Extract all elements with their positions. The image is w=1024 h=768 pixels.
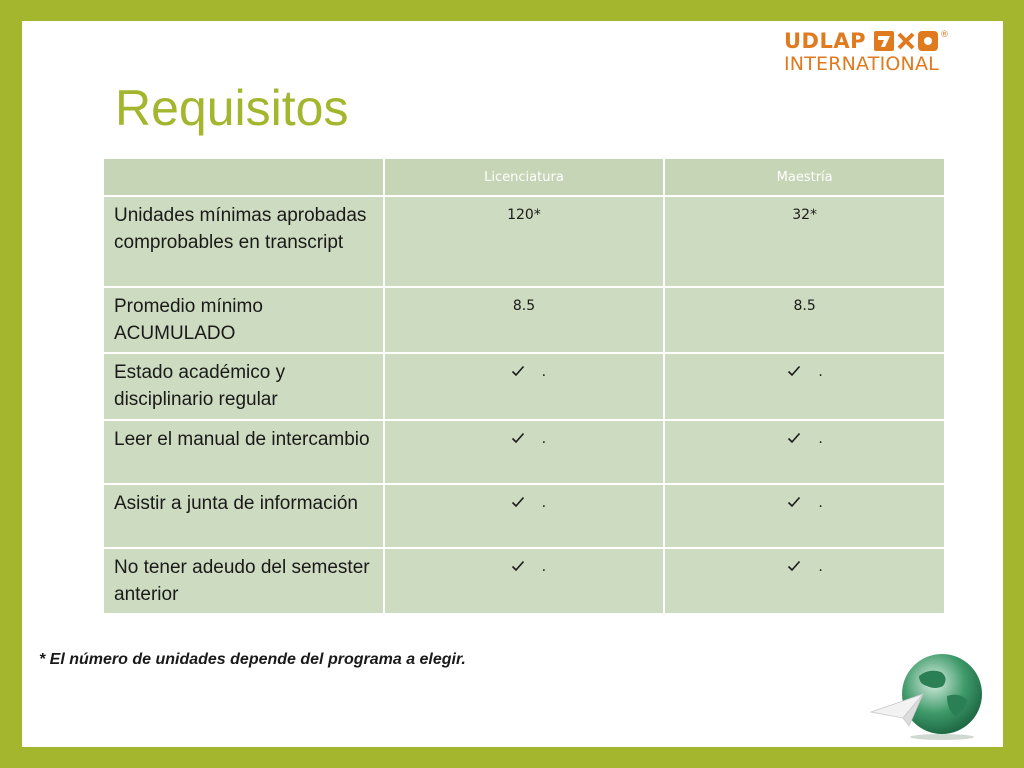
table-row	[104, 421, 944, 483]
maestria-check	[665, 549, 944, 613]
licenciatura-value: .	[541, 495, 547, 511]
header-empty	[104, 159, 383, 195]
check-icon	[787, 559, 801, 573]
header-maestria: Maestría	[665, 159, 944, 195]
table-row	[104, 288, 944, 352]
maestria-value: 8.5	[665, 288, 944, 352]
requirement-label: Estado académico y disciplinario regular	[104, 354, 383, 419]
requirement-label: Unidades mínimas aprobadas comprobables en transcript	[104, 197, 383, 286]
maestria-value: .	[818, 431, 823, 447]
maestria-check	[665, 485, 944, 547]
table-row	[104, 354, 944, 419]
check-icon	[511, 431, 525, 445]
licenciatura-value: .	[541, 364, 547, 380]
licenciatura-check	[385, 354, 664, 419]
maestria-value: .	[818, 364, 823, 380]
check-icon	[787, 495, 801, 509]
footnote: * El número de unidades depende del programa a elegir.	[39, 651, 466, 668]
logo-marks	[874, 31, 938, 51]
page-title: Requisitos	[115, 80, 349, 136]
logo-mark-icon	[918, 31, 938, 51]
requirement-label: Leer el manual de intercambio	[104, 421, 383, 483]
licenciatura-value: .	[541, 559, 547, 575]
maestria-check	[665, 421, 944, 483]
registered-mark: ®	[940, 30, 950, 40]
header-licenciatura: Licenciatura	[385, 159, 664, 195]
requirement-label: No tener adeudo del semester anterior	[104, 549, 383, 613]
licenciatura-check	[385, 421, 664, 483]
maestria-value: 32*	[665, 197, 944, 286]
check-icon	[787, 431, 801, 445]
table-row	[104, 485, 944, 547]
maestria-check	[665, 354, 944, 419]
licenciatura-value: .	[541, 431, 547, 447]
maestria-value: .	[818, 495, 823, 511]
requirement-label: Promedio mínimo ACUMULADO	[104, 288, 383, 352]
licenciatura-value: 8.5	[385, 288, 664, 352]
maestria-value: .	[818, 559, 823, 575]
table-header-row	[104, 159, 944, 195]
requirements-table	[102, 157, 946, 615]
slide	[22, 21, 1003, 747]
logo-mark-icon	[896, 31, 916, 51]
check-icon	[511, 364, 525, 378]
table-row	[104, 549, 944, 613]
licenciatura-check	[385, 549, 664, 613]
check-icon	[511, 559, 525, 573]
licenciatura-check	[385, 485, 664, 547]
requirement-label: Asistir a junta de información	[104, 485, 383, 547]
check-icon	[511, 495, 525, 509]
logo-brand: UDLAP	[784, 29, 867, 53]
udlap-international-logo	[784, 30, 969, 76]
check-icon	[787, 364, 801, 378]
globe-plane-icon	[867, 646, 987, 741]
table-row	[104, 197, 944, 286]
licenciatura-value: 120*	[385, 197, 664, 286]
logo-subtitle: INTERNATIONAL	[784, 53, 939, 75]
logo-mark-icon	[874, 31, 894, 51]
